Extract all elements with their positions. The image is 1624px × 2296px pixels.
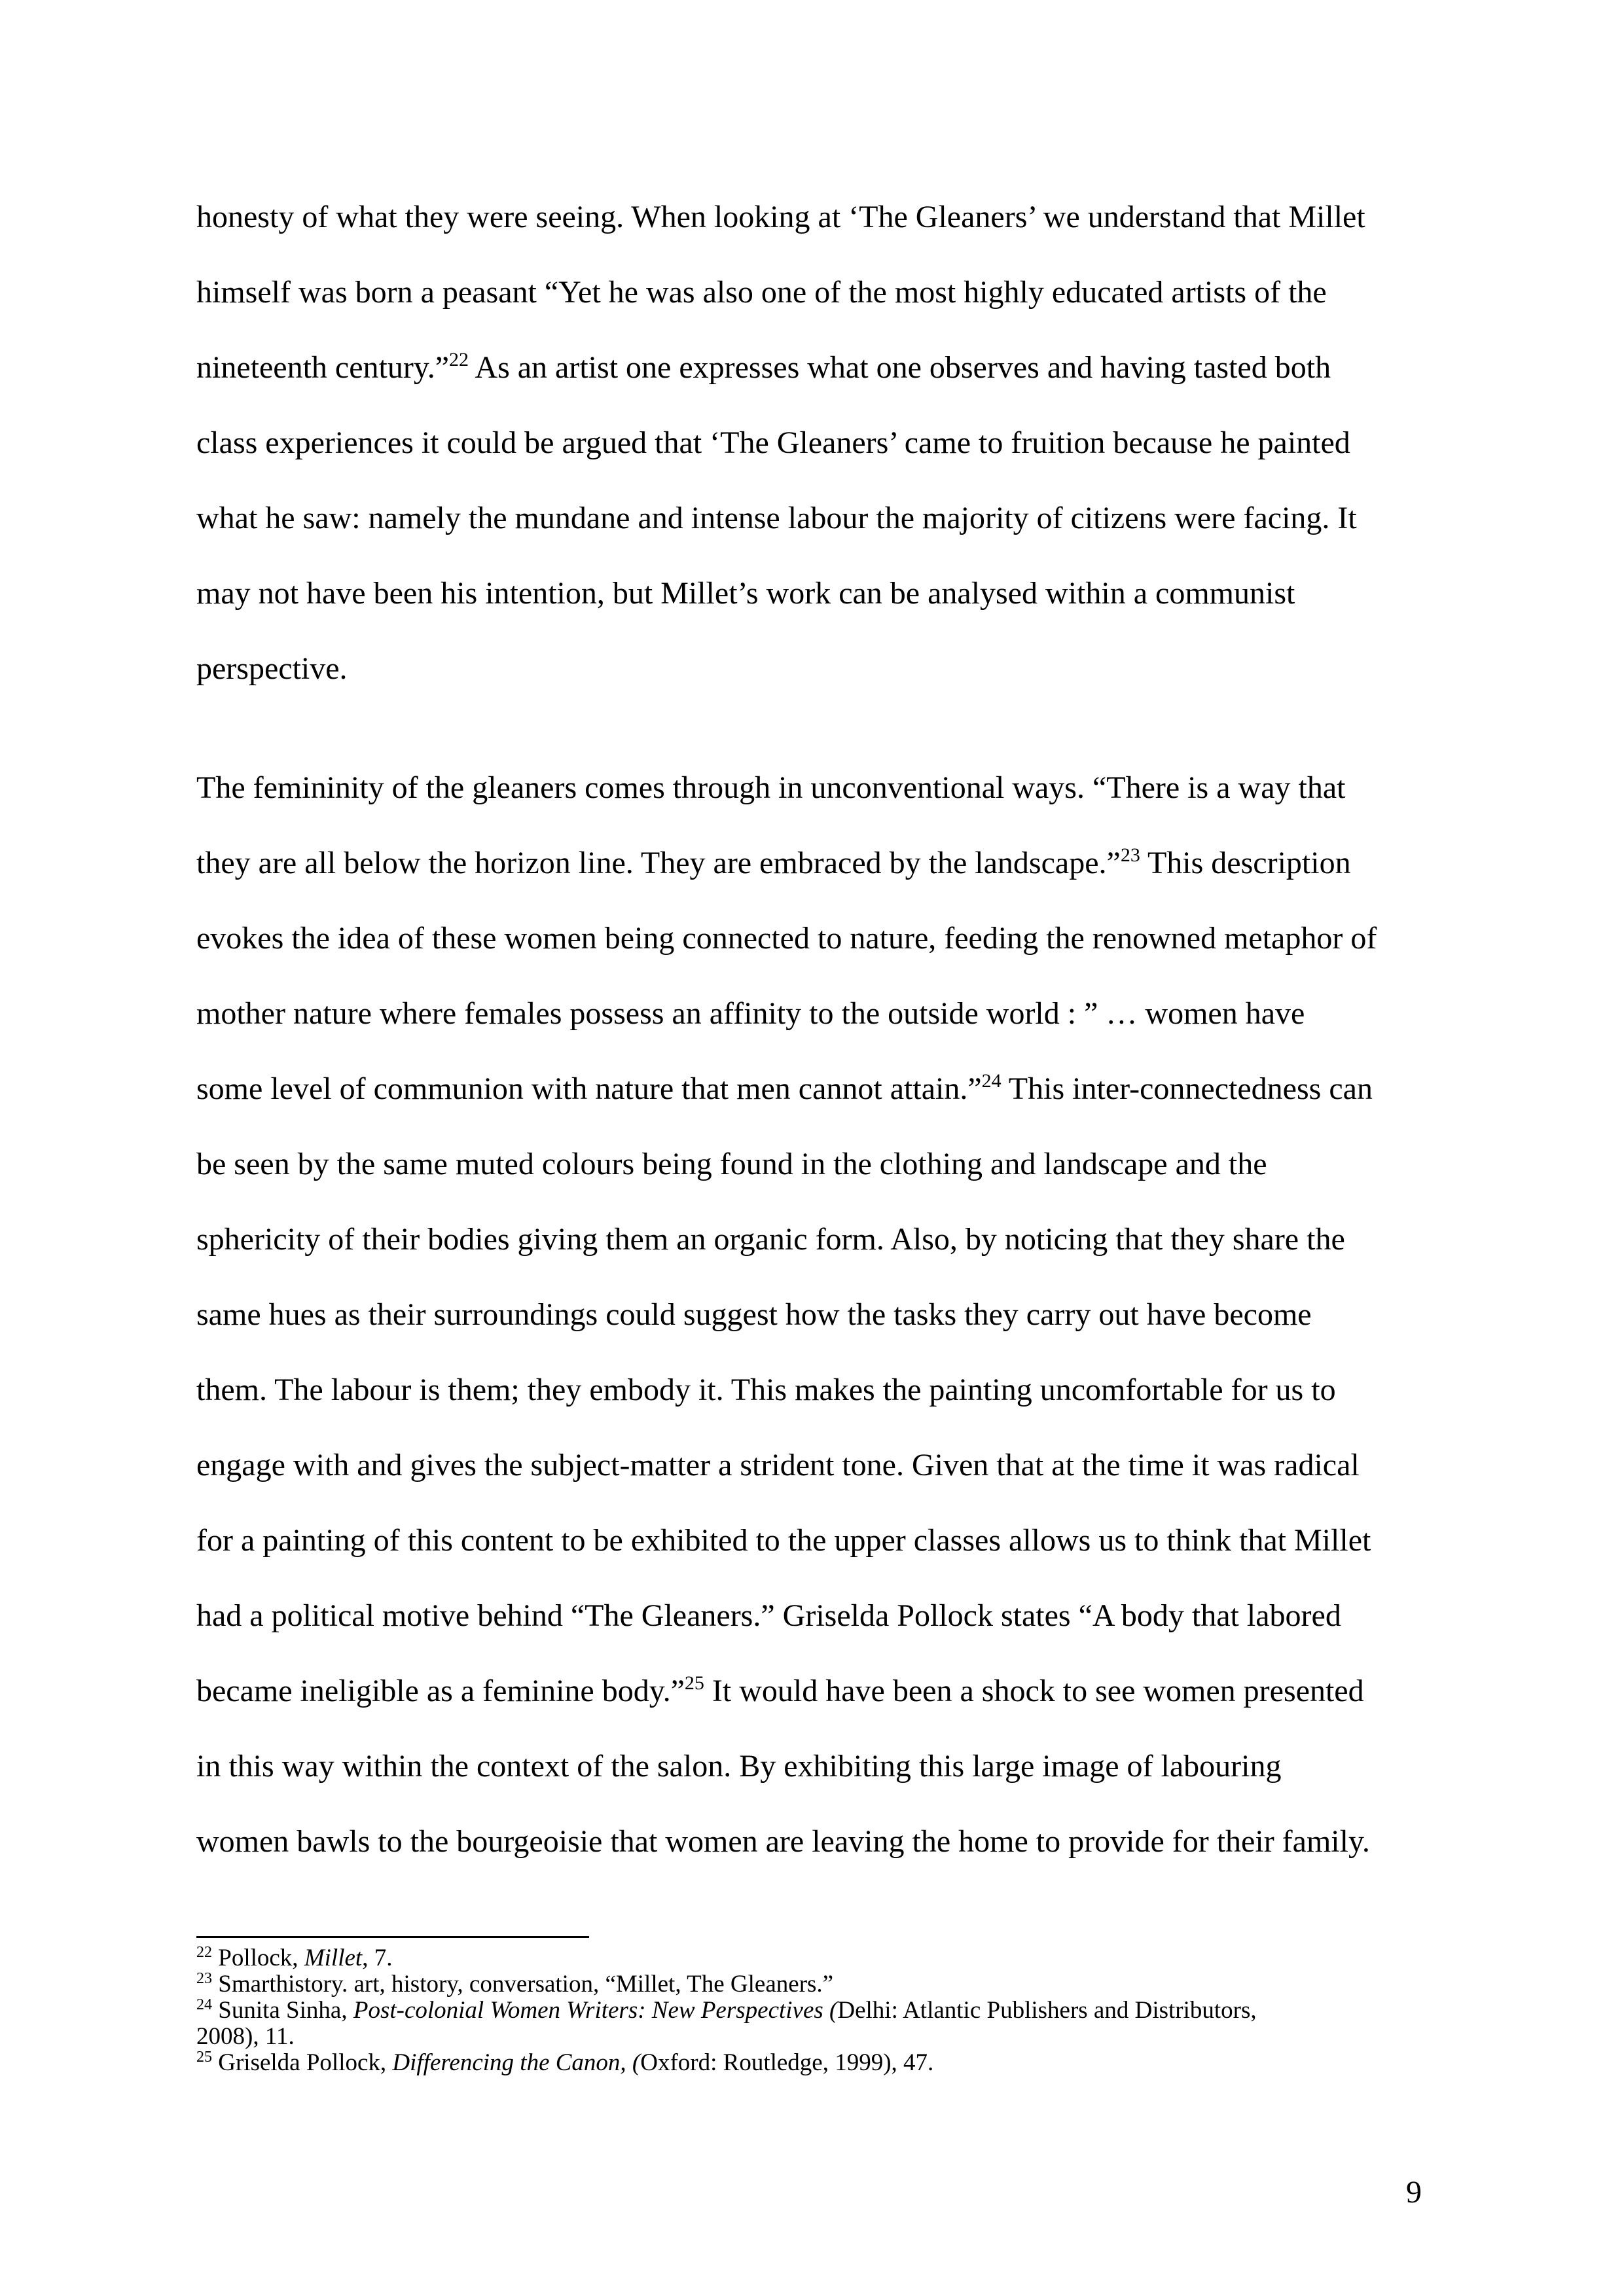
footnote-24 <box>196 1998 1440 2024</box>
text-line: honesty of what they were seeing. When looking at ‘The Gleaners’ we understand that Millet <box>196 200 1365 234</box>
footnotes <box>196 1945 1440 2076</box>
footnote-24-continued: 2008), 11. <box>196 2023 295 2050</box>
body-paragraph-2 <box>196 750 1440 1879</box>
text-line: evokes the idea of these women being connected to nature, feeding the renowned metaphor of <box>196 921 1377 956</box>
footnote-title: Millet <box>304 1945 363 1971</box>
footnote-text: Sunita Sinha, <box>212 1997 353 2024</box>
footnote-25 <box>196 2050 1440 2076</box>
text-line: be seen by the same muted colours being found in the clothing and landscape and the <box>196 1147 1267 1181</box>
text-line: sphericity of their bodies giving them an organic form. Also, by noticing that they share the <box>196 1222 1345 1257</box>
text-line: for a painting of this content to be exhibited to the upper classes allows us to think that Millet <box>196 1523 1371 1558</box>
text-line <box>196 1653 1440 1729</box>
text-run: nineteenth century.” <box>196 350 450 385</box>
footnote-22 <box>196 1945 1440 1971</box>
footnote-number: 23 <box>196 1970 212 1987</box>
footnote-text: Smarthistory. art, history, conversation, “Millet, The Gleaners.” <box>212 1971 834 1998</box>
text-line: same hues as their surroundings could suggest how the tasks they carry out have become <box>196 1297 1312 1332</box>
body-paragraph-1 <box>196 179 1440 706</box>
text-run: became ineligible as a feminine body.” <box>196 1674 685 1708</box>
text-line: perspective. <box>196 651 348 686</box>
text-run: As an artist one expresses what one observes and having tasted both <box>469 350 1331 385</box>
footnote-number: 24 <box>196 1996 212 2013</box>
text-run: It would have been a shock to see women presented <box>704 1674 1364 1708</box>
footnote-number: 22 <box>196 1944 212 1961</box>
text-line: women bawls to the bourgeoisie that women are leaving the home to provide for their family. <box>196 1824 1370 1859</box>
page-number: 9 <box>1406 2175 1422 2210</box>
footnote-separator <box>196 1936 589 1938</box>
text-line: had a political motive behind “The Gleaners.” Griselda Pollock states “A body that labored <box>196 1598 1341 1633</box>
text-line: himself was born a peasant “Yet he was also one of the most highly educated artists of the <box>196 275 1327 310</box>
text-line <box>196 1051 1440 1126</box>
footnote-title: Post-colonial Women Writers: New Perspectives ( <box>353 1997 838 2024</box>
footnote-title: Differencing the Canon, ( <box>392 2049 641 2076</box>
footnote-ref-24[interactable]: 24 <box>981 1070 1001 1092</box>
text-line: in this way within the context of the salon. By exhibiting this large image of labouring <box>196 1749 1282 1784</box>
footnote-text: Pollock, <box>212 1945 304 1971</box>
footnote-23 <box>196 1971 1440 1998</box>
text-line: engage with and gives the subject-matter a strident tone. Given that at the time it was radical <box>196 1448 1360 1482</box>
footnote-text: , 7. <box>362 1945 393 1971</box>
text-line: what he saw: namely the mundane and intense labour the majority of citizens were facing. It <box>196 501 1357 535</box>
footnote-ref-25[interactable]: 25 <box>684 1672 704 1694</box>
text-run: they are all below the horizon line. They are embraced by the landscape.” <box>196 846 1121 880</box>
text-line: them. The labour is them; they embody it. This makes the painting uncomfortable for us to <box>196 1372 1336 1407</box>
text-run: some level of communion with nature that men cannot attain.” <box>196 1071 982 1106</box>
text-run: This description <box>1140 846 1351 880</box>
text-line: mother nature where females possess an affinity to the outside world : ” … women have <box>196 996 1305 1031</box>
footnote-ref-22[interactable]: 22 <box>449 349 469 370</box>
text-line <box>196 825 1440 901</box>
footnote-ref-23[interactable]: 23 <box>1120 844 1140 866</box>
text-line: class experiences it could be argued that ‘The Gleaners’ came to fruition because he painted <box>196 425 1350 460</box>
footnote-number: 25 <box>196 2049 212 2066</box>
footnote-text: Oxford: Routledge, 1999), 47. <box>640 2049 934 2076</box>
text-run: This inter-connectedness can <box>1001 1071 1373 1106</box>
text-line: The femininity of the gleaners comes through in unconventional ways. “There is a way that <box>196 770 1346 805</box>
footnote-text: Delhi: Atlantic Publishers and Distributors, <box>837 1997 1257 2024</box>
text-line: may not have been his intention, but Millet’s work can be analysed within a communist <box>196 576 1295 611</box>
footnote-text: Griselda Pollock, <box>212 2049 393 2076</box>
text-line <box>196 330 1440 405</box>
